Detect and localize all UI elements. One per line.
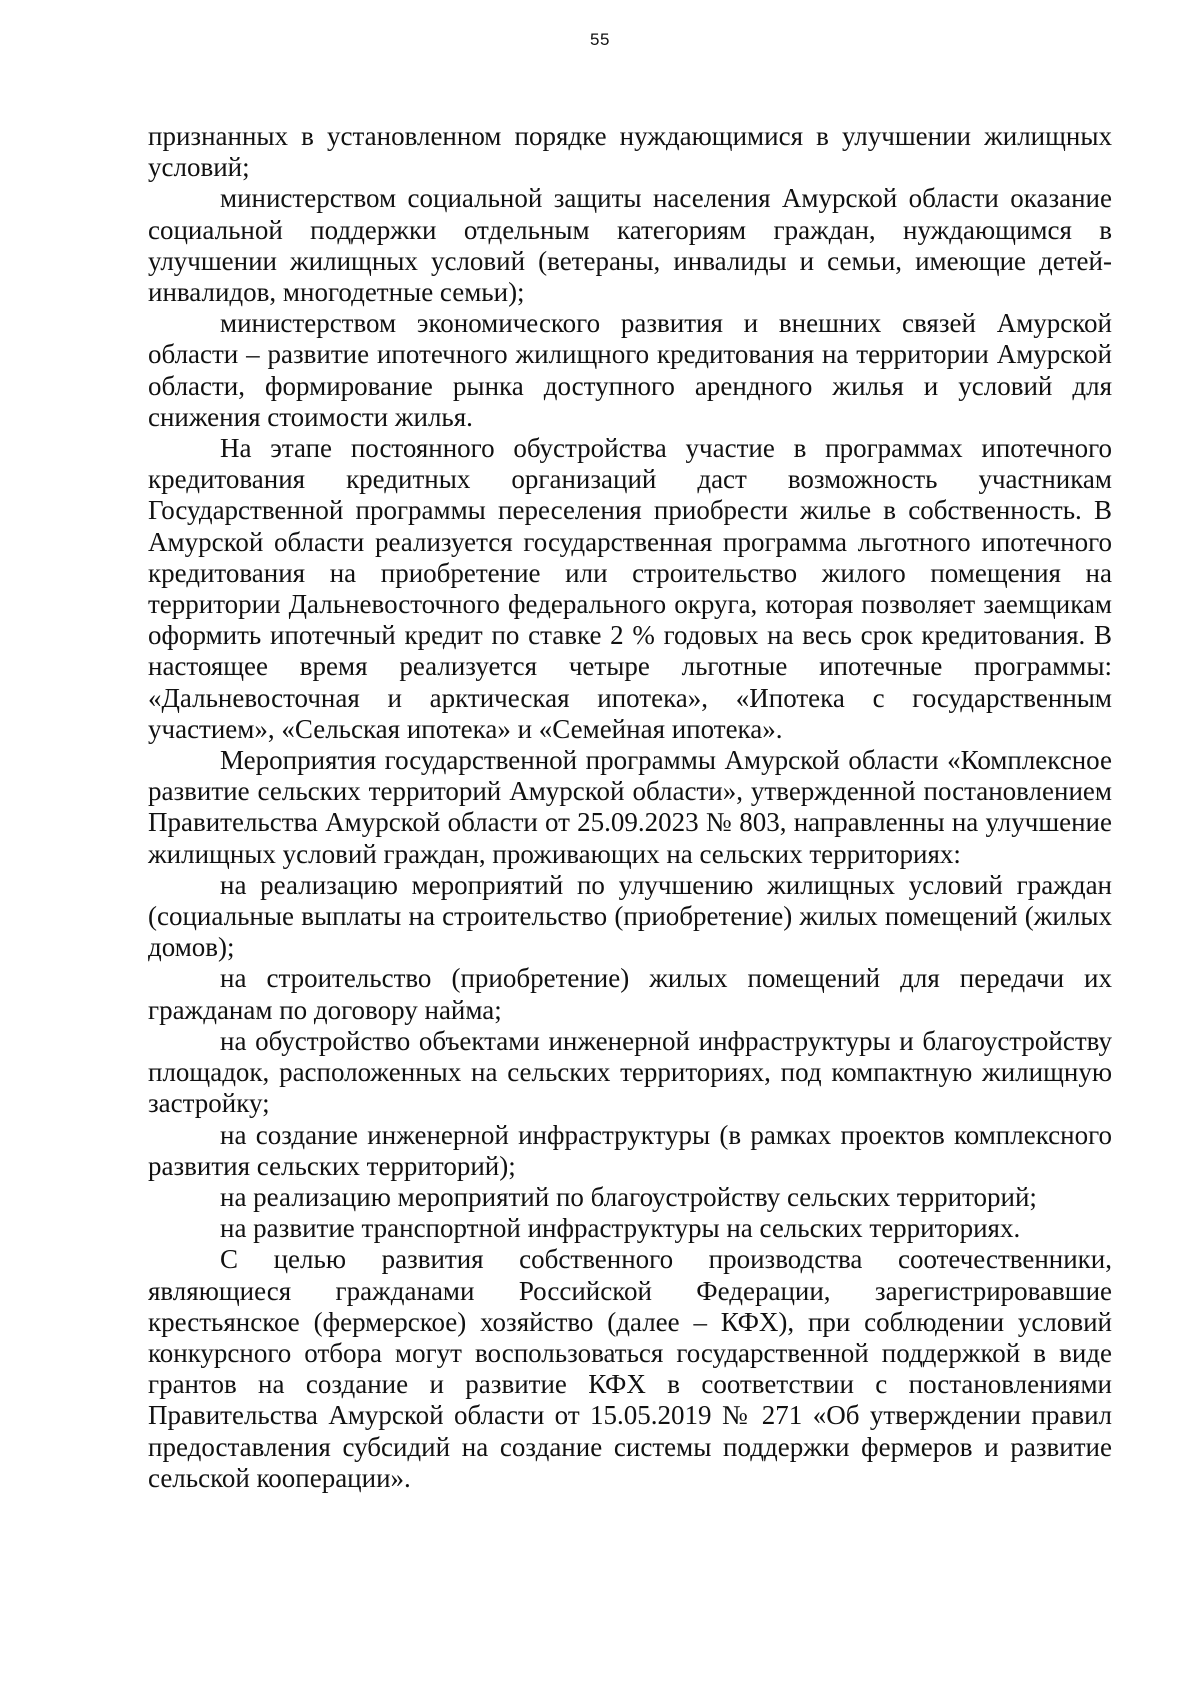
- list-item-landscaping: на реализацию мероприятий по благоустройству сельских территорий;: [220, 1181, 1037, 1212]
- list-item-engineering-infrastructure-sites: на обустройство объектами инженерной инфраструктуры и благоустройству площадок, расположенных на сельских территориях, под компактную жилищную застройку;: [148, 1025, 1112, 1119]
- paragraph-economic-development-ministry: министерством экономического развития и внешних связей Амурской области – развитие ипотечного жилищного кредитования на территории Амурской области, формирование рынка доступного арендного жилья и условий для снижения стоимости жилья.: [148, 308, 1112, 432]
- paragraph-social-protection-ministry: министерством социальной защиты населения Амурской области оказание социальной поддержки отдельным категориям граждан, нуждающимся в улучшении жилищных условий (ветераны, инвалиды и семьи, имеющие детей-инвалидов, многодетные семьи);: [148, 183, 1112, 308]
- list-item-transport-infrastructure: на развитие транспортной инфраструктуры на сельских территориях.: [220, 1213, 1021, 1244]
- paragraph-rural-development-program: Мероприятия государственной программы Амурской области «Комплексное развитие сельских территорий Амурской области», утвержденной постановлением Правительства Амурской области от 25.09.2023 № 803, направленны на улучшение жилищных условий граждан, проживающих на сельских территориях:: [148, 745, 1112, 869]
- list-item-housing-conditions: на реализацию мероприятий по улучшению жилищных условий граждан (социальные выплаты на строительство (приобретение) жилых помещений (жилых домов);: [148, 869, 1112, 963]
- list-item-engineering-infrastructure-projects: на создание инженерной инфраструктуры (в рамках проектов комплексного развития сельских территорий);: [148, 1119, 1112, 1181]
- paragraph-farm-grants: С целью развития собственного производства соотечественники, являющиеся гражданами Российской Федерации, зарегистрировавшие крестьянское (фермерское) хозяйство (далее – КФХ), при соблюдении условий конкурсного отбора могут воспользоваться государственной поддержкой в виде грантов на создание и развитие КФХ в соответствии с постановлениями Правительства Амурской области от 15.05.2019 № 271 «Об утверждении правил предоставления субсидий на создание системы поддержки фермеров и развитие сельской кооперации».: [148, 1244, 1112, 1493]
- paragraph-housing-needs-continuation: признанных в установленном порядке нуждающимися в улучшении жилищных условий;: [148, 121, 1112, 183]
- document-body: [148, 121, 1112, 1494]
- page-number: 55: [590, 30, 610, 49]
- list-item-rental-housing: на строительство (приобретение) жилых помещений для передачи их гражданам по договору найма;: [148, 963, 1112, 1025]
- paragraph-mortgage-programs: На этапе постоянного обустройства участие в программах ипотечного кредитования кредитных организаций даст возможность участникам Государственной программы переселения приобрести жилье в собственность. В Амурской области реализуется государственная программа льготного ипотечного кредитования на приобретение или строительство жилого помещения на территории Дальневосточного федерального округа, которая позволяет заемщикам оформить ипотечный кредит по ставке 2 % годовых на весь срок кредитования. В настоящее время реализуется четыре льготные ипотечные программы: «Дальневосточная и арктическая ипотека», «Ипотека с государственным участием», «Сельская ипотека» и «Семейная ипотека».: [148, 433, 1112, 744]
